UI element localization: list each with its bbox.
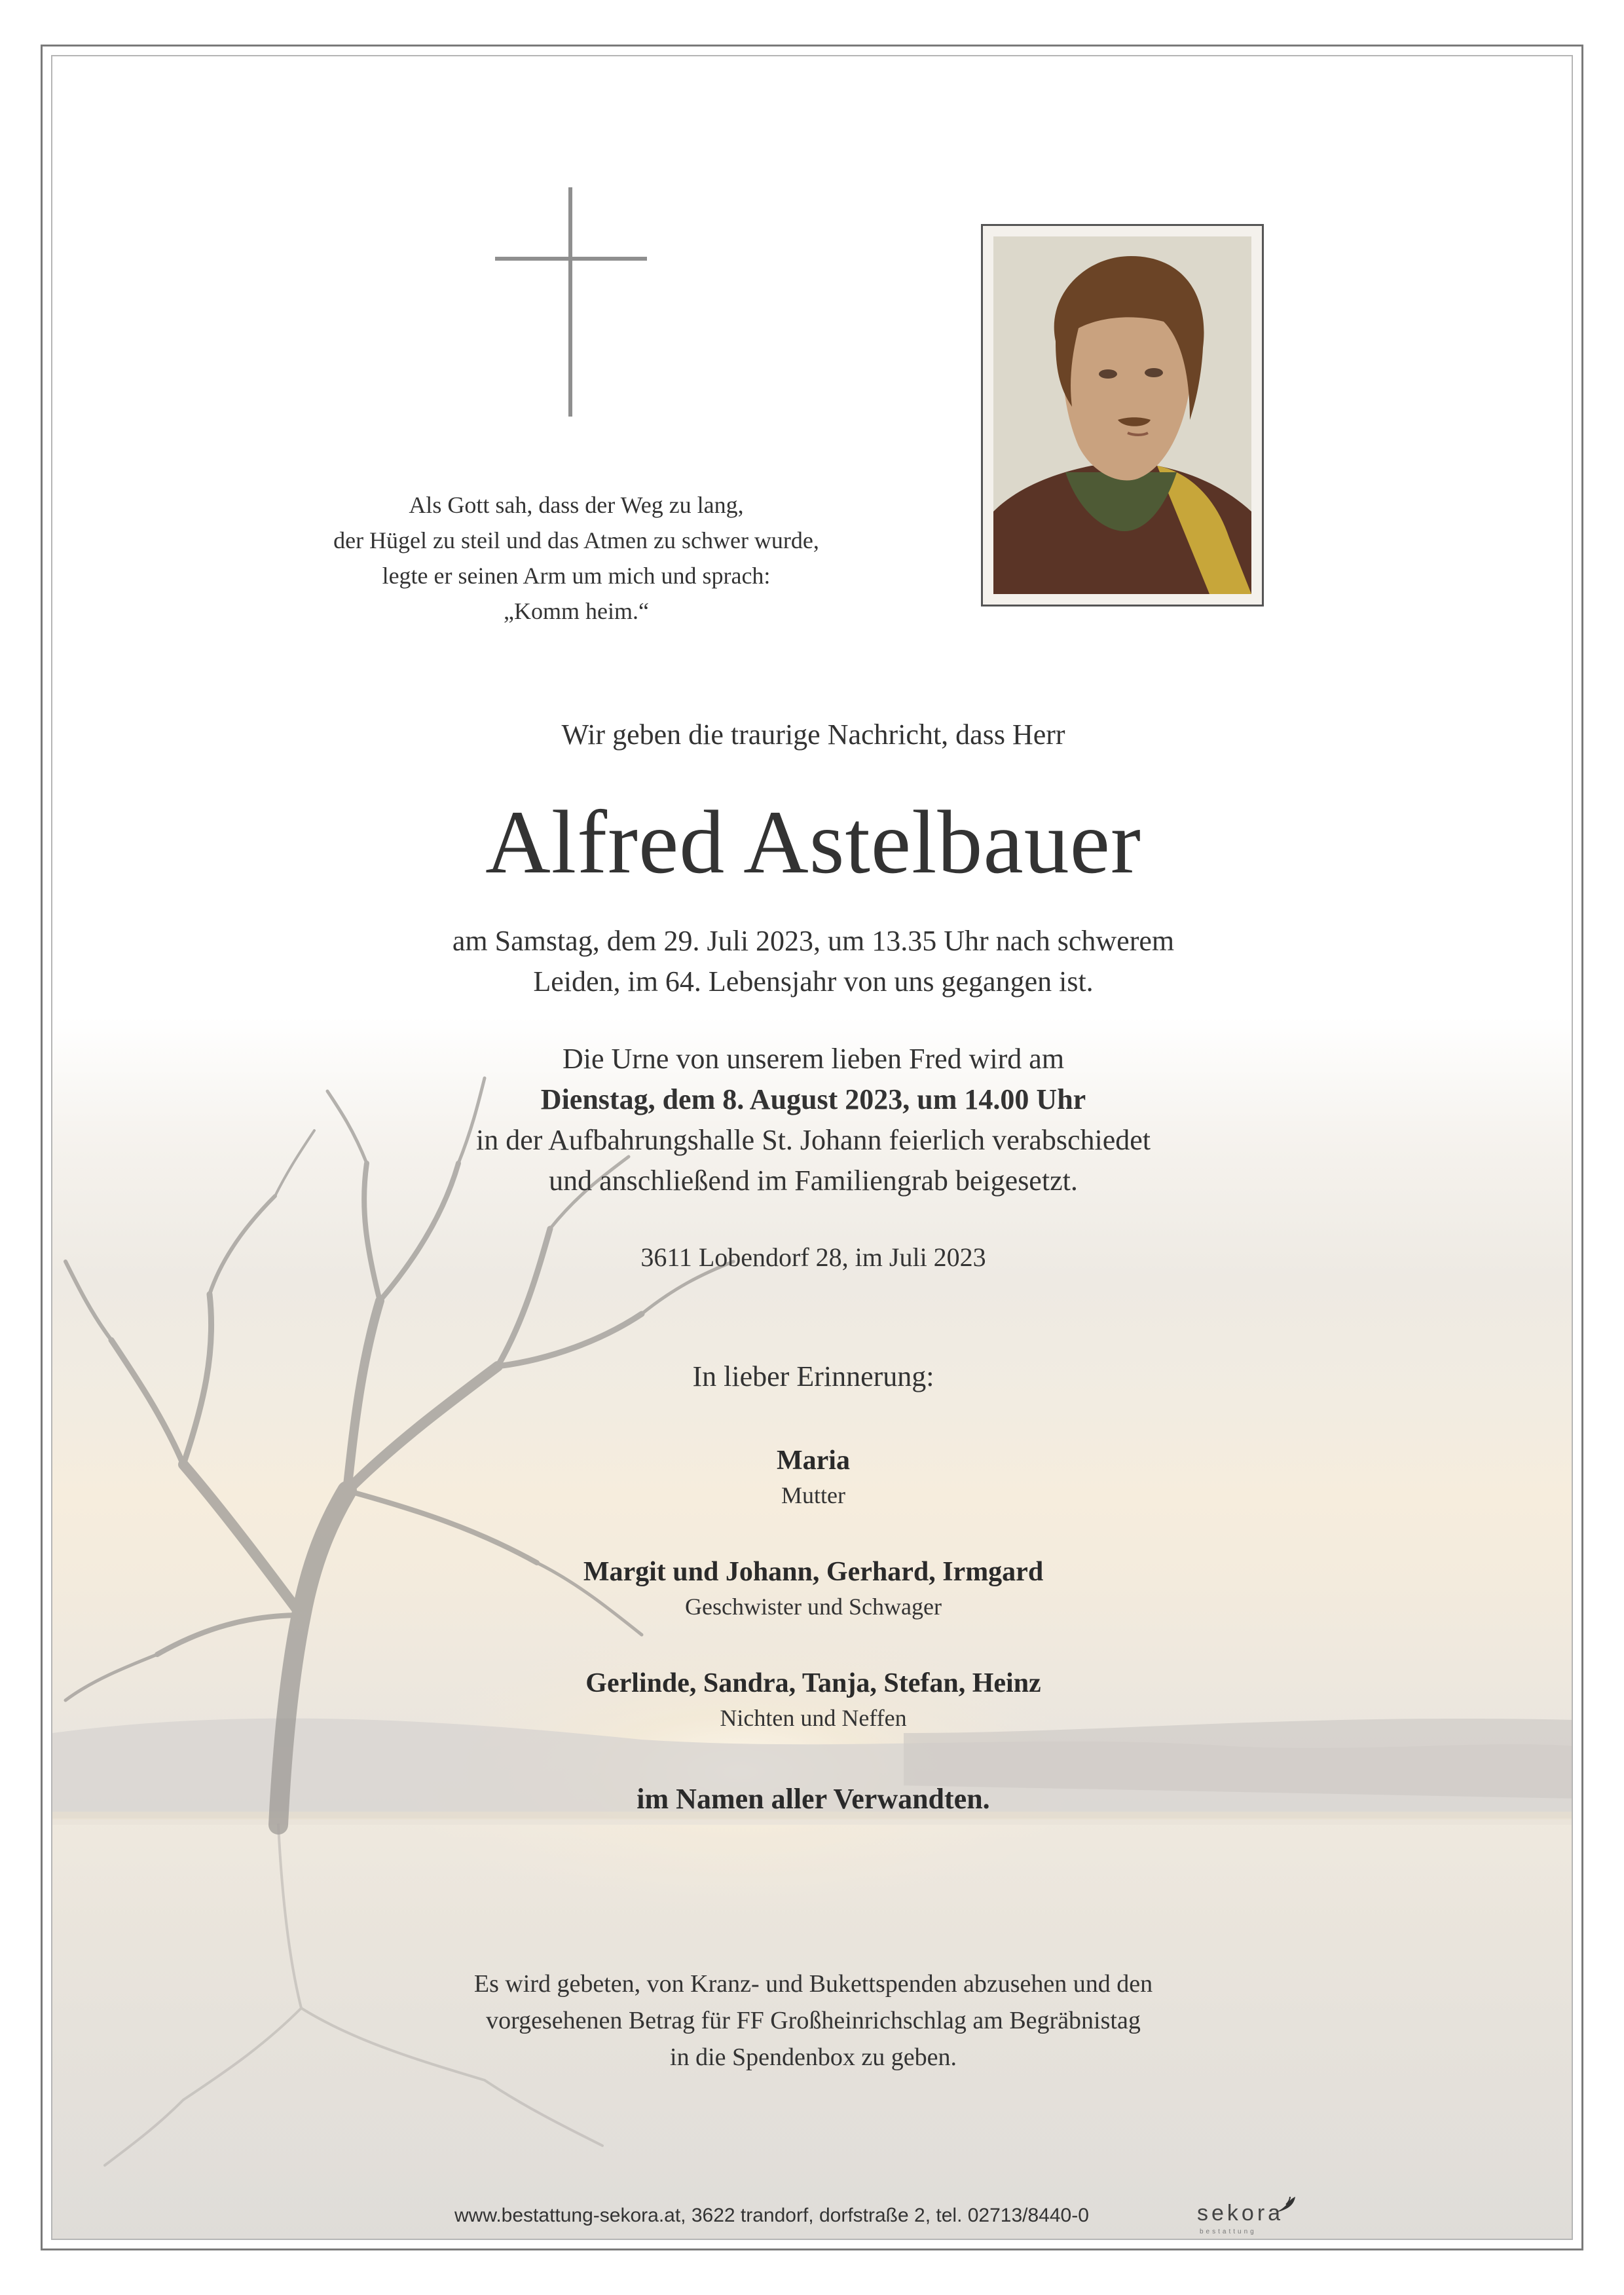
closing-line: im Namen aller Verwandten. — [637, 1783, 990, 1815]
place-date: 3611 Lobendorf 28, im Juli 2023 — [640, 1242, 986, 1272]
mourner-group — [52, 1556, 1573, 1620]
mourner-relation: Geschwister und Schwager — [685, 1594, 942, 1620]
mourner-group — [52, 1668, 1573, 1732]
mourner-names: Margit und Johann, Gerhard, Irmgard — [583, 1557, 1044, 1587]
poem-line: „Komm heim.“ — [504, 598, 649, 624]
funeral-line: in der Aufbahrungshalle St. Johann feierlich verabschiedet — [475, 1124, 1151, 1156]
poem-line: der Hügel zu steil und das Atmen zu schwer wurde, — [333, 527, 819, 553]
funeral-line: und anschließend im Familiengrab beigesetzt. — [549, 1165, 1078, 1197]
funeral-details — [52, 1039, 1573, 1201]
mourner-names: Gerlinde, Sandra, Tanja, Stefan, Heinz — [585, 1668, 1041, 1698]
mourner-names: Maria — [777, 1446, 850, 1476]
poem-line: Als Gott sah, dass der Weg zu lang, — [409, 492, 744, 518]
death-line: Leiden, im 64. Lebensjahr von uns gegangen ist. — [533, 965, 1094, 998]
obituary-card — [51, 55, 1573, 2240]
donation-line: Es wird gebeten, von Kranz- und Bukettspenden abzusehen und den — [473, 1970, 1153, 1998]
mourner-relation: Mutter — [781, 1482, 845, 1508]
portrait-frame — [981, 224, 1264, 606]
deceased-name: Alfred Astelbauer — [485, 792, 1141, 892]
donation-line: vorgesehenen Betrag für FF Großheinrichschlag am Begräbnistag — [486, 2007, 1141, 2034]
leaf-icon — [1273, 2195, 1297, 2215]
funeral-home-logo-sub: bestattung — [1200, 2228, 1257, 2235]
intro-text: Wir geben die traurige Nachricht, dass Herr — [561, 718, 1065, 751]
death-notice — [52, 921, 1573, 1002]
donation-note — [52, 1966, 1573, 2076]
donation-line: in die Spendenbox zu geben. — [670, 2043, 957, 2071]
funeral-line: Die Urne von unserem lieben Fred wird am — [562, 1043, 1065, 1075]
memory-heading: In lieber Erinnerung: — [692, 1360, 934, 1392]
poem — [249, 487, 904, 629]
death-line: am Samstag, dem 29. Juli 2023, um 13.35 Uhr nach schwerem — [452, 925, 1175, 957]
footer — [52, 2201, 1573, 2237]
poem-line: legte er seinen Arm um mich und sprach: — [382, 563, 771, 589]
mourner-group — [52, 1445, 1573, 1509]
funeral-home-contact: www.bestattung-sekora.at, 3622 trandorf, dorfstraße 2, tel. 02713/8440-0 — [454, 2205, 1089, 2226]
funeral-date: Dienstag, dem 8. August 2023, um 14.00 Uhr — [540, 1083, 1086, 1115]
mourner-relation: Nichten und Neffen — [720, 1705, 907, 1731]
funeral-home-logo: sekora — [1197, 2201, 1284, 2226]
portrait-photo — [993, 236, 1251, 594]
